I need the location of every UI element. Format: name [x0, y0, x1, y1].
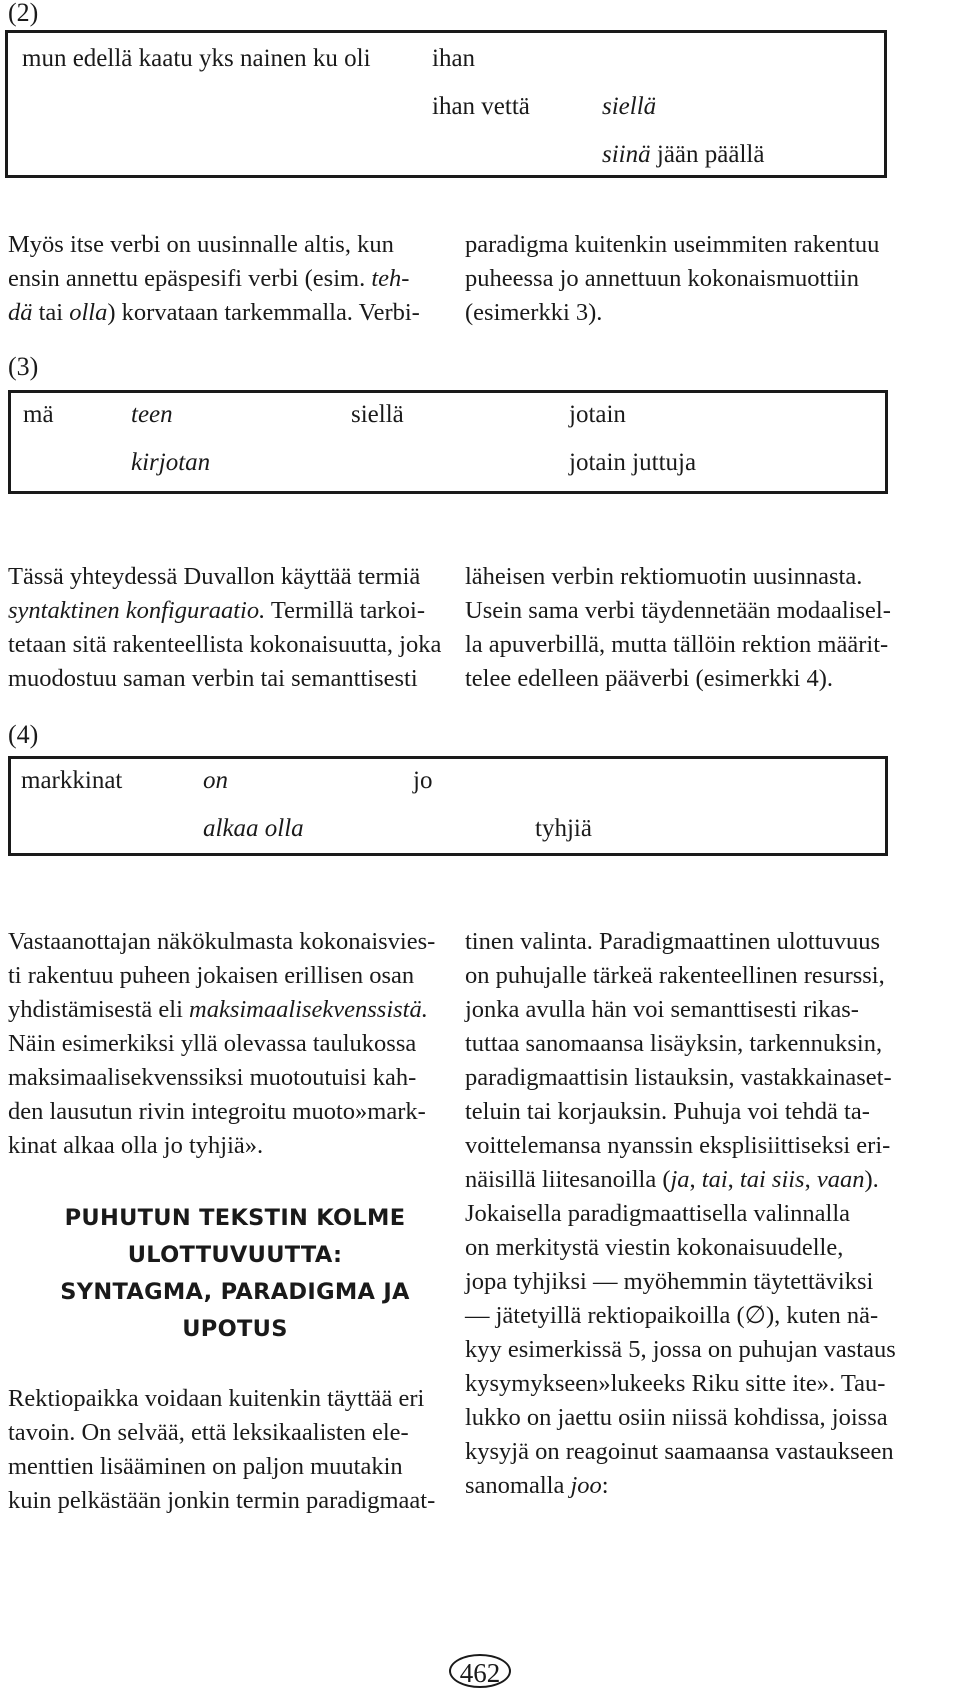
text-italic: tai — [701, 1166, 728, 1193]
ex4-cell: tyhjiä — [535, 815, 592, 842]
ex3-cell: jotain — [569, 401, 626, 428]
ex3-cell: mä — [23, 401, 54, 428]
ex2-word-italic: siinä — [602, 141, 651, 168]
text-line: (esimerkki 3). — [465, 299, 603, 326]
example-4-label: (4) — [8, 720, 39, 749]
paragraph-left-2 — [8, 560, 442, 696]
text-line: Jokaisella paradigmaattisella valinnalla — [465, 1200, 851, 1227]
column-right — [465, 925, 895, 1503]
text-line: Rektiopaikka voidaan kuitenkin täyttää eri — [8, 1385, 425, 1412]
ex2-cell: ihan vettä — [432, 93, 530, 120]
ex2-cell: ihan — [432, 45, 476, 72]
text-line: puheessa jo annettuun kokonaismuottiin — [465, 265, 859, 292]
column-left-2 — [8, 1382, 438, 1518]
text-italic: maksimaalisekvenssistä. — [189, 996, 428, 1023]
ex3-cell: teen — [131, 401, 173, 428]
column-left — [8, 925, 438, 1163]
text-run: ). — [864, 1166, 879, 1193]
text-line: tetaan sitä rakenteellista kokonaisuutta, joka — [8, 631, 442, 658]
text-line: — jätetyillä rektiopaikoilla (∅), kuten nä- — [465, 1302, 879, 1329]
ex4-cell: alkaa olla — [203, 815, 304, 842]
ex4-cell: jo — [413, 767, 433, 794]
text-line: ensin annettu epäspesifi verbi (esim. teh- — [8, 265, 410, 292]
ex2-cell: mun edellä kaatu yks nainen ku oli — [22, 45, 371, 72]
text-line: jopa tyhjiksi — myöhemmin täytettäviksi — [465, 1268, 874, 1295]
text-italic: dä — [8, 299, 33, 326]
text-line: Vastaanottajan näkökulmasta kokonaisvies- — [8, 928, 436, 955]
example-3-label: (3) — [8, 352, 39, 381]
paragraph-right-2 — [465, 560, 890, 696]
text-line: tavoin. On selvää, että leksikaalisten ele- — [8, 1419, 409, 1446]
text-line — [465, 1163, 895, 1197]
text-italic: ja — [670, 1166, 690, 1193]
text-line: muodostuu saman verbin tai semanttisesti — [8, 665, 418, 692]
ex3-cell: kirjotan — [131, 449, 211, 476]
text-line: paradigma kuitenkin useimmiten rakentuu — [465, 231, 880, 258]
text-line — [8, 993, 438, 1027]
paragraph-right-1 — [465, 228, 890, 330]
heading-line: PUHUTUN TEKSTIN KOLME — [64, 1205, 406, 1231]
text-line — [8, 594, 428, 628]
text-italic: tai siis — [739, 1166, 805, 1193]
text-line: on puhujalle tärkeä rakenteellinen resurssi, — [465, 962, 885, 989]
text-italic: vaan — [816, 1166, 865, 1193]
text-run: , — [727, 1166, 740, 1193]
text-italic: olla — [69, 299, 108, 326]
ex2-cell: siellä — [602, 93, 657, 120]
text-line: Tässä yhteydessä Duvallon käyttää termiä — [8, 563, 421, 590]
text-italic: syntaktinen konfiguraatio. — [8, 597, 266, 624]
ex4-cell: on — [203, 767, 228, 794]
text-line: kyy esimerkissä 5, jossa on puhujan vastaus — [465, 1336, 896, 1363]
text-run: yhdistämisestä eli — [8, 996, 189, 1023]
text-line: Näin esimerkiksi yllä olevassa taulukossa — [8, 1030, 417, 1057]
example-2-table — [5, 30, 887, 178]
text-run: Termillä tarkoi- — [265, 597, 425, 624]
text-line: den lausutun rivin integroitu muoto»mark- — [8, 1098, 426, 1125]
example-2-label: (2) — [8, 0, 39, 27]
text-line: telee edelleen pääverbi (esimerkki 4). — [465, 665, 833, 692]
text-line: tuttaa sanomaansa lisäyksin, tarkennuksin, — [465, 1030, 883, 1057]
text-line: paradigmaattisin listauksin, vastakkainaset- — [465, 1064, 892, 1091]
heading-line: SYNTAGMA, PARADIGMA JA — [60, 1279, 410, 1305]
text-line: ti rakentuu puheen jokaisen erillisen osan — [8, 962, 415, 989]
text-line: maksimaalisekvenssiksi muotoutuisi kah- — [8, 1064, 417, 1091]
text-italic: teh- — [371, 265, 410, 292]
text-line: on merkitystä viestin kokonaisuudelle, — [465, 1234, 844, 1261]
text-run: tai — [32, 299, 70, 326]
text-line: teluin tai korjauksin. Puhuja voi tehdä ta- — [465, 1098, 870, 1125]
text-run: näisillä liitesanoilla ( — [465, 1166, 671, 1193]
text-run: sanomalla — [465, 1472, 571, 1499]
text-line: kuin pelkästään jonkin termin paradigmaat- — [8, 1487, 436, 1514]
text-line: jonka avulla hän voi semanttisesti rikas- — [465, 996, 859, 1023]
text-line: kinat alkaa olla jo tyhjiä». — [8, 1132, 264, 1159]
text-line: voittelemansa nyanssin eksplisiittiseksi eri- — [465, 1132, 891, 1159]
text-line: la apuverbillä, mutta tällöin rektion määrit- — [465, 631, 889, 658]
heading-line: ULOTTUVUUTTA: — [127, 1242, 343, 1268]
text-run: : — [601, 1472, 609, 1499]
ex2-cell — [602, 141, 764, 169]
ex3-cell: jotain juttuja — [569, 449, 697, 476]
ex3-cell: siellä — [351, 401, 404, 428]
ex4-cell: markkinat — [21, 767, 123, 794]
text-line: Myös itse verbi on uusinnalle altis, kun — [8, 231, 394, 258]
page-number: 462 — [449, 1654, 511, 1688]
text-line: menttien lisääminen on paljon muutakin — [8, 1453, 403, 1480]
text-line: kysymykseen»lukeeks Riku sitte ite». Tau- — [465, 1370, 886, 1397]
text-line: kysyjä on reagoinut saamaansa vastaukseen — [465, 1438, 894, 1465]
text-line: Usein sama verbi täydennetään modaalisel- — [465, 597, 891, 624]
text-run: , — [689, 1166, 702, 1193]
heading-line: UPOTUS — [182, 1316, 288, 1342]
text-line: lukko on jaettu osiin niissä kohdissa, joissa — [465, 1404, 888, 1431]
text-line: tinen valinta. Paradigmaattinen ulottuvuus — [465, 928, 881, 955]
text-italic: joo — [570, 1472, 602, 1499]
text-line — [8, 296, 428, 330]
ex2-word: jään päällä — [650, 141, 765, 168]
text-run: , — [804, 1166, 817, 1193]
text-line — [465, 1469, 895, 1503]
example-4-table — [8, 756, 888, 856]
paragraph-left-1 — [8, 228, 428, 330]
section-heading — [10, 1200, 460, 1348]
text-line: läheisen verbin rektiomuotin uusinnasta. — [465, 563, 863, 590]
example-3-table — [8, 390, 888, 494]
text-run: ) korvataan tarkemmalla. Verbi- — [107, 299, 420, 326]
